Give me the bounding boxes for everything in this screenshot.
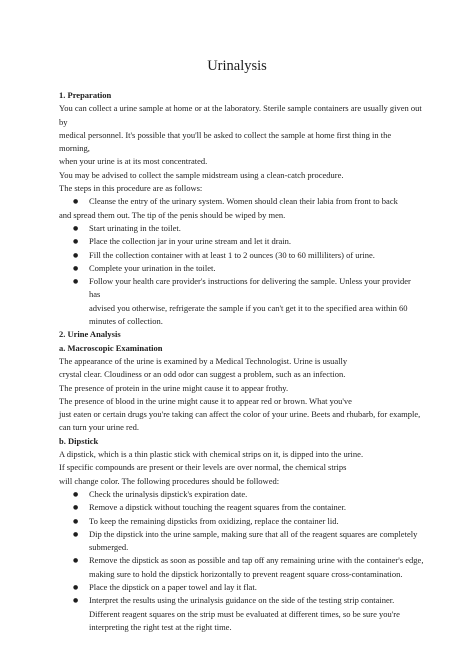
text-line: ● Dip the dipstick into the urine sample, making sure that all of the reagent squares are completely xyxy=(89,528,418,539)
dipstick-steps-list xyxy=(59,488,424,634)
cleanse-continuation: and spread them out. The tip of the penis should be wiped by men. xyxy=(59,209,286,220)
text-line: ● Remove the dipstick as soon as possible and tap off any remaining urine with the container's edge, xyxy=(89,555,424,566)
text-line: ● Complete your urination in the toilet. xyxy=(89,262,216,273)
text-line: ● Fill the collection container with at least 1 to 2 ounces (30 to 60 milliliters) of urine. xyxy=(89,249,375,260)
text-line: submerged. xyxy=(89,542,129,553)
section-1-paragraph-1 xyxy=(59,102,424,168)
text-line: You can collect a urine sample at home or at the laboratory. Sterile sample containers are usually given out by xyxy=(59,103,422,127)
section-1-paragraph-2: You may be advised to collect the sample midstream using a clean-catch procedure. xyxy=(59,169,344,180)
text-line: ● Follow your health care provider's instructions for delivering the sample. Unless your provider has xyxy=(89,276,411,300)
subsection-a-heading: a. Macroscopic Examination xyxy=(59,342,163,353)
cleanse-list xyxy=(59,195,424,208)
list-item xyxy=(59,581,424,594)
list-item xyxy=(59,249,424,262)
macroscopic-paragraph xyxy=(59,355,424,435)
text-line: A dipstick, which is a thin plastic stick with chemical strips on it, is dipped into the urine. xyxy=(59,449,364,460)
text-line: Different reagent squares on the strip must be evaluated at different times, so be sure you're xyxy=(89,608,400,619)
list-item: ● Cleanse the entry of the urinary system. Women should clean their labia from front to back xyxy=(59,195,424,208)
text-line: ● Interpret the results using the urinalysis guidance on the side of the testing strip container. xyxy=(89,595,395,606)
text-line: ● Check the urinalysis dipstick's expiration date. xyxy=(89,488,248,499)
document-body xyxy=(59,89,424,634)
text-line: The presence of protein in the urine might cause it to appear frothy. xyxy=(59,382,289,393)
text-line: The presence of blood in the urine might cause it to appear red or brown. What you've xyxy=(59,395,352,406)
list-item xyxy=(59,262,424,275)
list-item xyxy=(59,554,424,581)
text-line: The appearance of the urine is examined by a Medical Technologist. Urine is usually xyxy=(59,355,348,366)
text-line: when your urine is at its most concentrated. xyxy=(59,156,208,167)
text-line: can turn your urine red. xyxy=(59,422,140,433)
text-line: interpreting the right test at the right time. xyxy=(89,621,232,632)
text-line: medical personnel. It's possible that you'll be asked to collect the sample at home first thing in the morning, xyxy=(59,129,392,154)
text-line: ● Place the collection jar in your urine stream and let it drain. xyxy=(89,236,292,247)
list-item xyxy=(59,275,424,328)
list-item xyxy=(59,515,424,528)
text-line: ● Place the dipstick on a paper towel and lay it flat. xyxy=(89,581,257,592)
list-item xyxy=(59,488,424,501)
section-2-heading: 2. Urine Analysis xyxy=(59,329,121,340)
text-line: advised you otherwise, refrigerate the sample if you can't get it to the specified area within 60 xyxy=(89,302,408,313)
preparation-steps-list xyxy=(59,222,424,328)
list-item xyxy=(59,235,424,248)
list-item xyxy=(59,528,424,555)
list-item xyxy=(59,222,424,235)
text-line: will change color. The following procedures should be followed: xyxy=(59,475,280,486)
text-line: minutes of collection. xyxy=(89,316,163,327)
text-line: just eaten or certain drugs you're taking can affect the color of your urine. Beets and rhubarb, for example, xyxy=(59,409,421,420)
dipstick-paragraph xyxy=(59,448,424,488)
text-line: ● Remove a dipstick without touching the reagent squares from the container. xyxy=(89,502,347,513)
document-title: Urinalysis xyxy=(207,58,267,74)
text-line: making sure to hold the dipstick horizontally to prevent reagent square cross-contamination. xyxy=(89,568,403,579)
text-line: ● Start urinating in the toilet. xyxy=(89,222,181,233)
text-line: If specific compounds are present or their levels are over normal, the chemical strips xyxy=(59,462,347,473)
text-line: ● To keep the remaining dipsticks from oxidizing, replace the container lid. xyxy=(89,515,339,526)
section-1-paragraph-3: The steps in this procedure are as follows: xyxy=(59,183,203,194)
section-1-heading: 1. Preparation xyxy=(59,90,112,100)
text-line: crystal clear. Cloudiness or an odd odor can suggest a problem, such as an infection. xyxy=(59,369,346,380)
list-item xyxy=(59,594,424,634)
list-item xyxy=(59,501,424,514)
subsection-b-heading: b. Dipstick xyxy=(59,435,99,446)
